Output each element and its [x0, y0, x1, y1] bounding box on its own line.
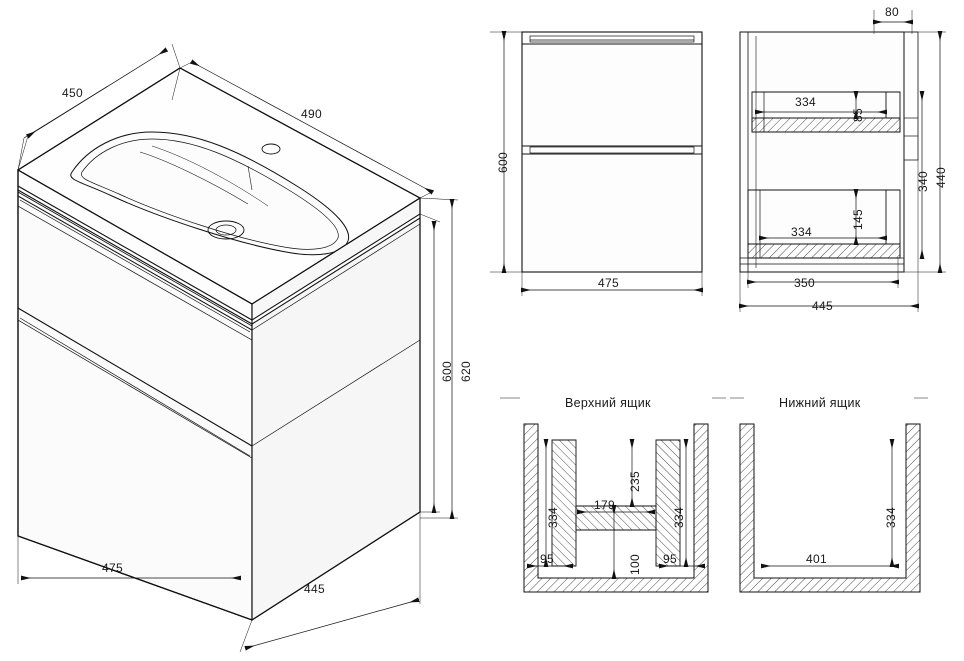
lower-drawer-dimensions — [730, 398, 928, 566]
dimension-label-side-340: 340 — [916, 171, 930, 192]
side-section-view — [740, 32, 918, 272]
dimension-label-upper-334-left: 334 — [546, 507, 560, 528]
dimension-label-iso-620: 620 — [459, 361, 473, 382]
dimension-label-upper-95-left: 95 — [540, 552, 554, 566]
dimension-label-side-80: 80 — [885, 5, 899, 19]
dimension-label-side-85: 85 — [851, 108, 865, 122]
dimension-label-iso-450: 450 — [62, 86, 83, 100]
dimension-label-side-445: 445 — [812, 299, 833, 313]
dimension-label-iso-490: 490 — [301, 107, 322, 121]
lower-drawer-title: Нижний ящик — [779, 396, 861, 410]
front-view — [522, 32, 702, 272]
dimension-label-side-350: 350 — [794, 276, 815, 290]
isometric-view — [18, 68, 420, 620]
dimension-label-upper-235: 235 — [628, 471, 642, 492]
dimension-label-upper-179: 179 — [594, 498, 615, 512]
upper-drawer-title: Верхний ящик — [565, 396, 651, 410]
dimension-label-front-475: 475 — [598, 276, 619, 290]
dimension-label-lower-401: 401 — [806, 552, 827, 566]
dimension-label-iso-475: 475 — [102, 561, 123, 575]
dimension-label-upper-334-right: 334 — [672, 507, 686, 528]
dimension-label-upper-100: 100 — [628, 554, 642, 575]
dimension-label-front-600: 600 — [496, 152, 510, 173]
dimension-label-iso-600: 600 — [440, 361, 454, 382]
dimension-label-side-440: 440 — [934, 167, 948, 188]
dimension-label-side-145: 145 — [851, 209, 865, 230]
dimension-label-iso-445: 445 — [304, 582, 325, 596]
dimension-label-side-334-top: 334 — [795, 95, 816, 109]
dimension-label-upper-95-right: 95 — [663, 552, 677, 566]
dimension-label-side-334-bottom: 334 — [791, 225, 812, 239]
dimension-label-lower-334: 334 — [884, 507, 898, 528]
